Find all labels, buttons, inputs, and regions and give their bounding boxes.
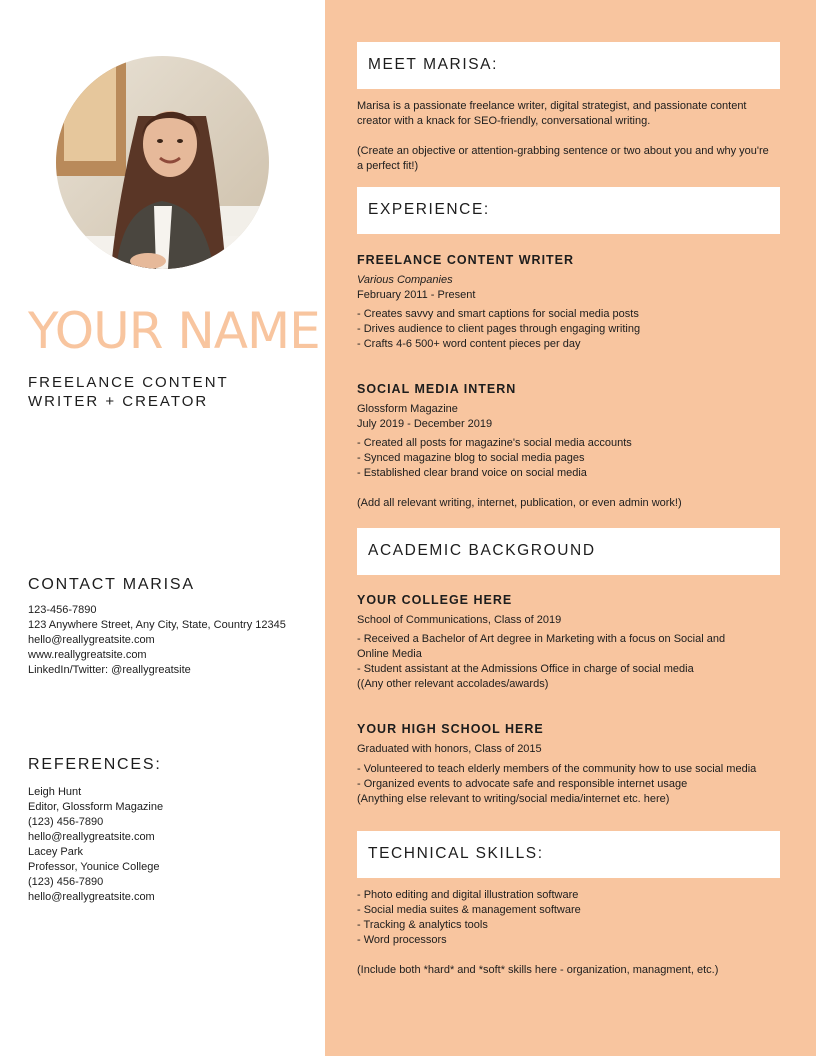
- job-dates: February 2011 - Present: [357, 289, 476, 301]
- job-bullet: - Drives audience to client pages through engaging writing: [357, 323, 641, 335]
- job-details: [357, 273, 475, 303]
- meet-text: [357, 99, 769, 174]
- school-title: YOUR COLLEGE HERE: [357, 593, 513, 607]
- school-detail-block: [357, 742, 542, 757]
- job-bullet: - Synced magazine blog to social media pages: [357, 452, 585, 464]
- experience-heading: EXPERIENCE:: [368, 201, 490, 218]
- school-line: - Received a Bachelor of Art degree in Marketing with a focus on Social and: [357, 633, 726, 645]
- school-line: (Anything else relevant to writing/social media/internet etc. here): [357, 793, 670, 805]
- job-title: FREELANCE CONTENT WRITER: [357, 253, 575, 267]
- contact-address: 123 Anywhere Street, Any City, State, Country 12345: [28, 619, 286, 631]
- meet-line: a perfect fit!): [357, 160, 419, 172]
- job-bullet: - Creates savvy and smart captions for social media posts: [357, 308, 639, 320]
- job-company: Various Companies: [357, 274, 453, 286]
- experience-note: [357, 496, 682, 511]
- contact-social: LinkedIn/Twitter: @reallygreatsite: [28, 664, 191, 676]
- subtitle-line: FREELANCE CONTENT: [28, 374, 229, 391]
- reference-line: Lacey Park: [28, 846, 84, 858]
- school-line: Online Media: [357, 648, 422, 660]
- resume-name: YOUR NAME: [28, 302, 320, 360]
- references-list: [28, 785, 163, 905]
- job-bullet: - Established clear brand voice on social media: [357, 467, 587, 479]
- reference-line: hello@reallygreatsite.com: [28, 891, 155, 903]
- job-details: [357, 402, 492, 432]
- school-line: - Organized events to advocate safe and responsible internet usage: [357, 778, 688, 790]
- profile-photo: [56, 56, 269, 269]
- skill-line: - Tracking & analytics tools: [357, 919, 488, 931]
- meet-heading-box: [357, 42, 780, 89]
- meet-line: creator with a knack for SEO-friendly, conversational writing.: [357, 115, 651, 127]
- job-bullets: [357, 307, 640, 352]
- skill-line: - Word processors: [357, 934, 447, 946]
- school-detail: Graduated with honors, Class of 2015: [357, 743, 542, 755]
- school-title: YOUR HIGH SCHOOL HERE: [357, 722, 544, 736]
- school-line: - Volunteered to teach elderly members of the community how to use social media: [357, 763, 757, 775]
- school-line: ((Any other relevant accolades/awards): [357, 678, 549, 690]
- meet-line: (Create an objective or attention-grabbing sentence or two about you and why you're: [357, 145, 769, 157]
- skill-line: [357, 948, 718, 963]
- skill-line: (Include both *hard* and *soft* skills here - organization, managment, etc.): [357, 964, 719, 976]
- contact-phone: 123-456-7890: [28, 604, 97, 616]
- school-detail: School of Communications, Class of 2019: [357, 614, 562, 626]
- academic-heading-box: [357, 528, 780, 575]
- job-title: SOCIAL MEDIA INTERN: [357, 382, 517, 396]
- meet-line: [357, 129, 769, 144]
- job-company: Glossform Magazine: [357, 403, 458, 415]
- reference-line: Leigh Hunt: [28, 786, 82, 798]
- reference-line: Editor, Glossform Magazine: [28, 801, 164, 813]
- reference-line: (123) 456-7890: [28, 876, 104, 888]
- job-bullet: - Created all posts for magazine's social media accounts: [357, 437, 632, 449]
- contact-list: [28, 603, 286, 678]
- school-detail-block: [357, 613, 561, 628]
- academic-heading: ACADEMIC BACKGROUND: [368, 542, 596, 559]
- reference-line: (123) 456-7890: [28, 816, 104, 828]
- reference-line: Professor, Younice College: [28, 861, 160, 873]
- experience-note-text: (Add all relevant writing, internet, publication, or even admin work!): [357, 497, 682, 509]
- skill-line: - Social media suites & management software: [357, 904, 581, 916]
- school-line: - Student assistant at the Admissions Office in charge of social media: [357, 663, 694, 675]
- contact-email: hello@reallygreatsite.com: [28, 634, 155, 646]
- skills-heading-box: [357, 831, 780, 878]
- experience-heading-box: [357, 187, 780, 234]
- skills-list: [357, 888, 718, 978]
- school-lines: [357, 632, 725, 692]
- skill-line: - Photo editing and digital illustration software: [357, 889, 579, 901]
- contact-heading: CONTACT MARISA: [28, 576, 195, 593]
- contact-website: www.reallygreatsite.com: [28, 649, 147, 661]
- skills-heading: TECHNICAL SKILLS:: [368, 845, 544, 862]
- job-bullet: - Crafts 4-6 500+ word content pieces per day: [357, 338, 581, 350]
- reference-line: hello@reallygreatsite.com: [28, 831, 155, 843]
- meet-line: Marisa is a passionate freelance writer, digital strategist, and passionate content: [357, 100, 747, 112]
- meet-heading: MEET MARISA:: [368, 56, 499, 73]
- references-heading: REFERENCES:: [28, 756, 162, 773]
- job-dates: July 2019 - December 2019: [357, 418, 493, 430]
- job-bullets: [357, 436, 632, 481]
- subtitle-line: WRITER + CREATOR: [28, 393, 209, 410]
- resume-subtitle: [28, 373, 298, 411]
- school-lines: [357, 762, 756, 807]
